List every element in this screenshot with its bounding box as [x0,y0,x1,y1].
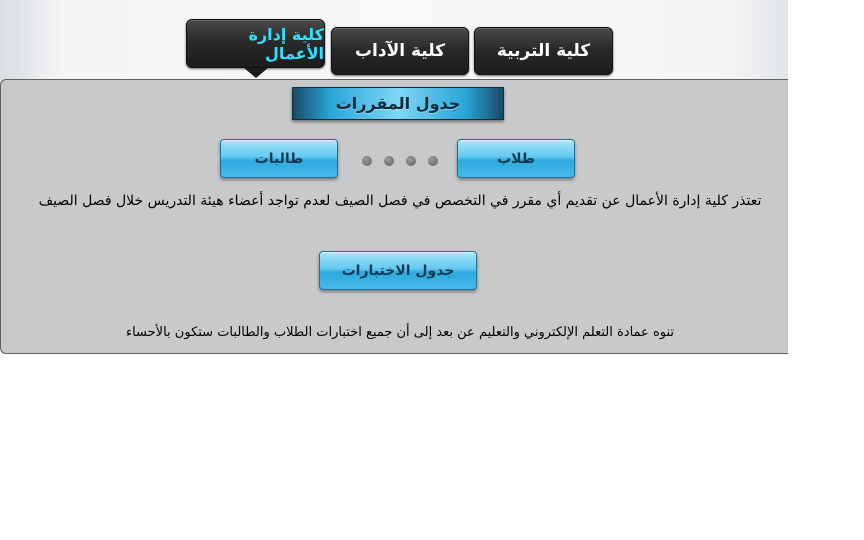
students-button[interactable] [457,139,575,178]
exams-location-notice-text: تنوه عمادة التعلم الإلكتروني والتعليم عن بعد إلى أن جميع اختبارات الطلاب والطالبات ستكون بالأحساء [125,325,675,340]
tab-arts-college[interactable] [331,27,469,75]
tab-education-label: كلية التربية [496,41,591,61]
section-title [292,87,504,120]
female-students-button[interactable] [220,139,338,178]
carousel-dot-1[interactable] [362,156,372,166]
exams-schedule-button[interactable] [319,251,477,290]
students-button-label: طلاب [497,150,535,167]
carousel-dots [362,156,438,166]
tab-education-college[interactable] [474,27,613,75]
exams-schedule-button-label: جدول الاختبارات [341,262,455,279]
carousel-dot-4[interactable] [428,156,438,166]
tab-arts-label: كلية الآداب [354,41,446,61]
tab-business-college[interactable] [186,19,325,68]
tab-business-label: كلية إدارة الأعمال [248,24,324,63]
female-students-button-label: طالبات [254,150,304,167]
carousel-dot-2[interactable] [384,156,394,166]
carousel-dot-3[interactable] [406,156,416,166]
section-title-label: جدول المقررات [335,94,461,113]
summer-notice-text: تعتذر كلية إدارة الأعمال عن تقديم أي مقرر في التخصص في فصل الصيف لعدم تواجد أعضاء هيئة التدريس خلال فصل الصيف [38,193,762,209]
active-tab-pointer [244,68,268,78]
content-panel [0,79,788,354]
